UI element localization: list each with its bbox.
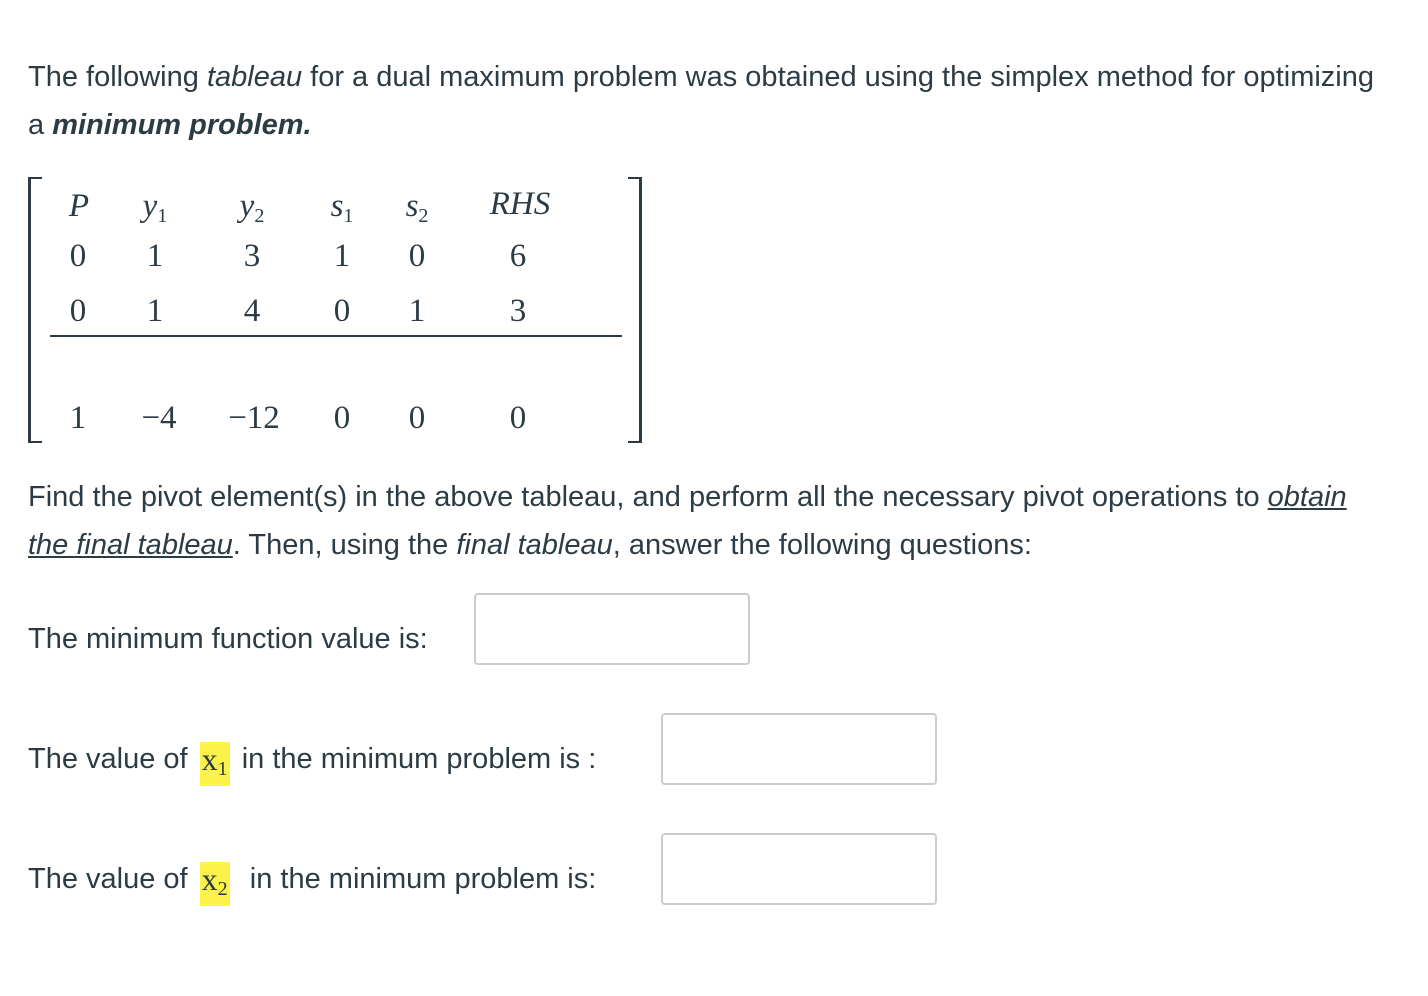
- x1-value-input[interactable]: [661, 713, 937, 785]
- instructions-final-tableau: final tableau: [456, 529, 613, 561]
- instructions-text-1: Find the pivot element(s) in the above tableau, and perform all the necessary pivot operations to: [28, 481, 1268, 513]
- tableau-header-y2: $y_2$: [239, 188, 265, 227]
- tableau-cell: 0: [333, 293, 351, 329]
- instructions-text: [28, 473, 1388, 569]
- tableau-cell: 1: [146, 293, 164, 329]
- intro-text-3: for a dual maximum problem was obtained using the simplex method for optimizing a: [28, 61, 1374, 141]
- x2-value-input[interactable]: [661, 833, 937, 905]
- instructions-final-tableau-link: obtain the final tableau: [28, 481, 1347, 561]
- question-x1-pre: The value of: [28, 743, 188, 775]
- minimum-value-input[interactable]: [474, 593, 750, 665]
- tableau-cell: 3: [509, 293, 527, 329]
- matrix-separator-line: [50, 335, 622, 337]
- matrix-left-bracket: [28, 177, 42, 443]
- tableau-cell: 1: [408, 293, 426, 329]
- intro-text: [28, 53, 1388, 149]
- instructions-text-5: , answer the following questions:: [612, 529, 1032, 561]
- tableau-cell: 4: [243, 293, 261, 329]
- question-x2: [28, 859, 596, 906]
- tableau-cell: 1: [146, 238, 164, 274]
- intro-text-tableau: tableau: [206, 61, 303, 93]
- question-x2-pre: The value of: [28, 863, 188, 895]
- question-minimum-value-label: The minimum function value is:: [28, 623, 428, 655]
- tableau-header-y1: $y_1$: [142, 188, 168, 227]
- question-x1-post: in the minimum problem is :: [233, 743, 597, 775]
- tableau-header-s1: $s_1$: [330, 188, 354, 227]
- intro-text-minimum-problem: minimum problem.: [52, 109, 312, 141]
- variable-x2-highlight: $x_2$: [200, 862, 230, 906]
- matrix-right-bracket: [628, 177, 642, 443]
- tableau-objective-cell: 1: [69, 400, 87, 436]
- tableau-header-rhs: RHS: [489, 186, 551, 222]
- tableau-header-p: P: [68, 188, 90, 224]
- tableau-cell: 0: [408, 238, 426, 274]
- tableau-objective-cell: 0: [509, 400, 527, 436]
- variable-x1-highlight: $x_1$: [200, 742, 230, 786]
- tableau-header-s2: $s_2$: [405, 188, 429, 227]
- simplex-tableau: [28, 172, 648, 446]
- question-x1: [28, 739, 596, 786]
- tableau-objective-cell: −4: [141, 400, 177, 436]
- tableau-cell: 6: [509, 238, 527, 274]
- tableau-objective-cell: −12: [228, 400, 280, 436]
- tableau-cell: 1: [333, 238, 351, 274]
- tableau-cell: 0: [69, 293, 87, 329]
- tableau-objective-cell: 0: [333, 400, 351, 436]
- tableau-cell: 3: [243, 238, 261, 274]
- question-x2-post: in the minimum problem is:: [241, 863, 597, 895]
- question-minimum-value: [28, 619, 428, 659]
- intro-text-1: The following: [28, 61, 207, 93]
- instructions-text-3: . Then, using the: [232, 529, 457, 561]
- tableau-cell: 0: [69, 238, 87, 274]
- tableau-objective-cell: 0: [408, 400, 426, 436]
